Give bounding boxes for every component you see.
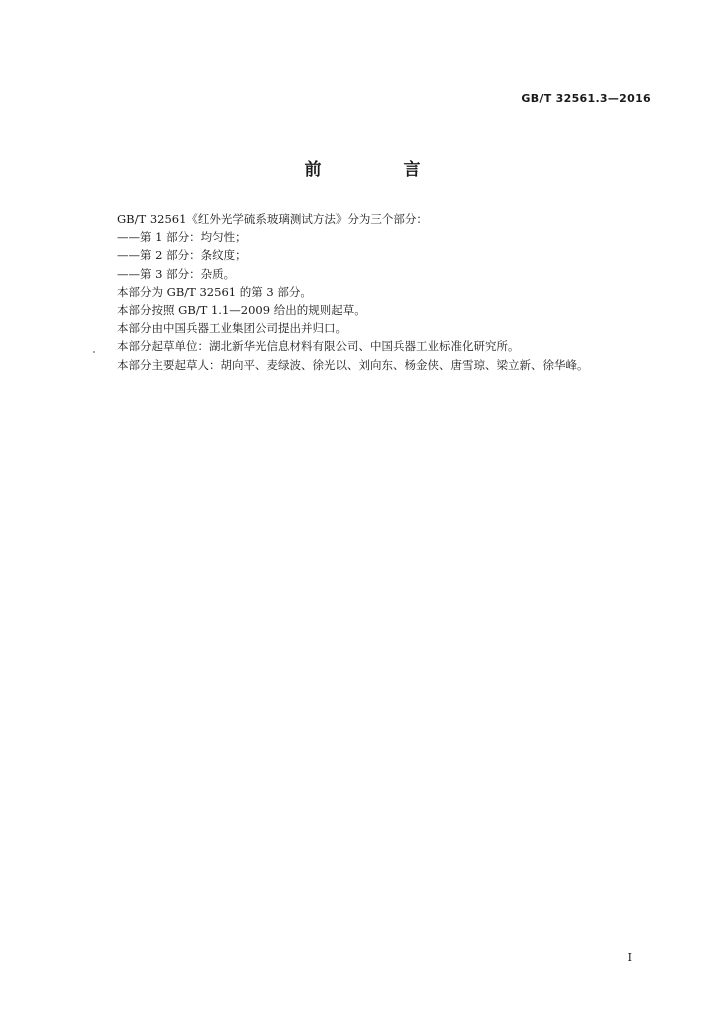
list-item-part-2: ——第 2 部分：条纹度； bbox=[117, 248, 247, 263]
paragraph-part-statement: 本部分为 GB/T 32561 的第 3 部分。 bbox=[117, 284, 312, 299]
list-item-part-3: ——第 3 部分：杂质。 bbox=[117, 266, 236, 281]
paragraph-drafters: 本部分主要起草人：胡向平、麦绿波、徐光以、刘向东、杨金侠、唐雪琼、梁立新、徐华峰。 bbox=[117, 357, 589, 372]
paragraph-proposer: 本部分由中国兵器工业集团公司提出并归口。 bbox=[117, 321, 347, 336]
paragraph-drafting-units: 本部分起草单位：湖北新华光信息材料有限公司、中国兵器工业标准化研究所。 bbox=[117, 339, 520, 354]
scan-artifact-dot bbox=[93, 351, 95, 353]
section-title: 前 言 bbox=[304, 160, 459, 180]
foreword-body bbox=[117, 210, 647, 374]
standard-code: GB/T 32561.3—2016 bbox=[521, 92, 651, 105]
paragraph-intro: GB/T 32561《红外光学硫系玻璃测试方法》分为三个部分： bbox=[117, 212, 428, 226]
list-item-part-1: ——第 1 部分：均匀性； bbox=[117, 230, 247, 245]
paragraph-drafting-rules: 本部分按照 GB/T 1.1—2009 给出的规则起草。 bbox=[117, 303, 366, 318]
page-number: I bbox=[627, 951, 632, 964]
